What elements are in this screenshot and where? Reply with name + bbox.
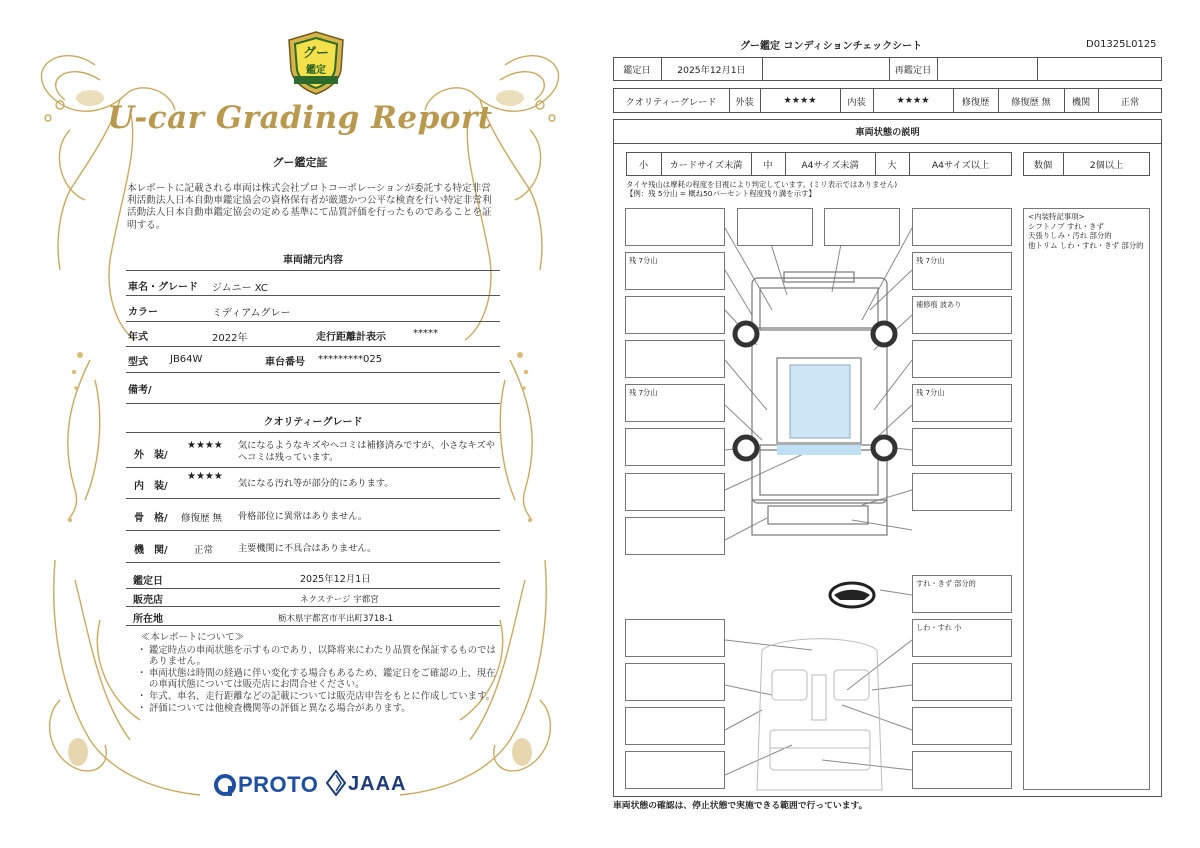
color-label: カラー [128, 307, 158, 318]
divider [126, 530, 500, 531]
interior-label: 内 装/ [134, 481, 168, 492]
jaaa-logo-icon [326, 770, 346, 796]
year-value: 2022年 [212, 333, 248, 344]
divider [126, 372, 500, 373]
engine-value: 正常 [194, 545, 214, 556]
legend-small-value: カードサイズ未満 [669, 160, 743, 171]
interior-box [912, 707, 1012, 745]
engine-value: 正常 [1120, 96, 1140, 108]
mileage-label: 走行距離計表示 [316, 332, 386, 343]
reappraisal-date-label: 再鑑定日 [894, 65, 932, 76]
exterior-box [912, 208, 1012, 246]
tire-example: 【例：残 5分山 = 概ね50パーセント程度残り溝を示す】 [626, 189, 816, 198]
dealer-label: 販売店 [133, 595, 163, 606]
report-title: U-car Grading Report [107, 100, 493, 136]
frame-desc: 骨格部位に異常はありません。 [238, 511, 368, 522]
exterior-box [625, 208, 725, 246]
proto-logo-icon [214, 774, 236, 796]
exterior-box [625, 517, 725, 555]
repair-history-value: 修復歴 無 [1011, 96, 1051, 108]
divider [126, 432, 500, 433]
footer-note: 車両状態の確認は、停止状態で実施できる範囲で行っています。 [613, 801, 868, 811]
note-item: ・ 鑑定時点の車両状態を示すものであり、以降将来にわたり品質を保証するものではありません。 [137, 644, 496, 668]
exterior-desc: 気になるようなキズやヘコミは補修済みですが、小さなキズやヘコミは残っています。 [238, 440, 495, 463]
repair-history-label: 修復歴 [961, 96, 990, 108]
dealer-value: ネクステージ 宇都宮 [300, 595, 379, 605]
appraisal-date-label: 鑑定日 [133, 576, 163, 587]
specs-title: 車両諸元内容 [283, 255, 343, 266]
divider [126, 270, 500, 271]
interior-stars: ★★★★ [896, 95, 930, 106]
exterior-box [625, 473, 725, 511]
badge-text-top: グー [302, 46, 329, 61]
interior-box: しわ・すれ 小 [912, 619, 1012, 657]
car-name-label: 車名・グレード [128, 282, 198, 293]
note-item: ・ 評価については他検査機関等の評価と異なる場合があります。 [137, 702, 411, 714]
frame-label: 骨 格/ [134, 513, 168, 524]
divider [126, 295, 500, 296]
chassis-label: 車台番号 [265, 357, 305, 368]
legend-medium-label: 中 [763, 160, 773, 171]
divider [126, 346, 500, 347]
divider [126, 403, 500, 404]
exterior-box [625, 428, 725, 466]
appraisal-date-label: 鑑定日 [623, 65, 651, 76]
remarks-label: 備考/ [128, 385, 152, 396]
exterior-box [912, 340, 1012, 378]
divider [126, 606, 500, 607]
divider [126, 498, 500, 499]
section-title: 車両状態の説明 [855, 127, 920, 138]
address-value: 栃木県宇都宮市平出町3718-1 [278, 614, 394, 624]
sheet-code: D01325L0125 [1086, 39, 1157, 50]
report-notes [137, 632, 497, 714]
engine-label: 機 関/ [134, 545, 168, 556]
goo-appraisal-badge [285, 30, 347, 96]
exterior-box: 残 7分山 [625, 384, 725, 422]
frame-value: 修復歴 無 [181, 513, 223, 524]
appraisal-date-value: 2025年12月1日 [677, 65, 746, 76]
year-label: 年式 [128, 332, 148, 343]
interior-box [625, 663, 725, 701]
divider [126, 625, 500, 626]
interior-box [625, 619, 725, 657]
note-item: ・ 年式、車名、走行距離などの記載については販売店申告をもとに作成しています。 [137, 690, 495, 702]
divider [126, 321, 500, 322]
steering-box: すれ・きず 部分的 [912, 575, 1012, 613]
chassis-value: *********025 [318, 354, 383, 365]
legend-large-value: A4サイズ以上 [931, 160, 990, 171]
certificate-text: 本レポートに記載される車両は株式会社プロトコーポレーションが委託する特定非営利活動法人日本自動車鑑定協会の資格保有者が厳選かつ公平な検査を行い特定非営利活動法人日本自動車鑑定協会の定める基準にて品質評価を行ったものであることを証明する。 [127, 183, 492, 231]
note-item: ・ 車両状態は時間の経過に伴い変化する場合もあるため、鑑定日をご確認の上、現在の車両状態については販売店にお問合せください。 [137, 667, 496, 691]
interior-box [625, 707, 725, 745]
exterior-box: 補修痕 波あり [912, 296, 1012, 334]
exterior-box: 残 7分山 [912, 384, 1012, 422]
exterior-box [625, 340, 725, 378]
badge-text-bottom: 鑑定 [306, 65, 326, 76]
model-label: 型式 [128, 357, 148, 368]
reappraisal-date-value [937, 57, 1037, 81]
interior-notes-box [1023, 208, 1150, 790]
proto-logo: PROTO [238, 772, 319, 797]
exterior-box [912, 428, 1012, 466]
quality-title: クオリティーグレード [263, 417, 363, 428]
legend-count-value: 2個以上 [1089, 160, 1124, 171]
exterior-box: 残 7分山 [625, 252, 725, 290]
interior-box [912, 751, 1012, 789]
exterior-box [625, 296, 725, 334]
engine-label: 機関 [1071, 96, 1091, 108]
address-label: 所在地 [133, 614, 163, 625]
exterior-stars: ★★★★ [783, 95, 817, 106]
quality-grade-label: クオリティーグレード [625, 96, 717, 108]
interior-notes: <内装特記事項> シフトノブ すれ・きず 天張りしみ・汚れ 部分的 他トリム しわ・すれ・きず 部分的 [1028, 212, 1144, 250]
interior-label: 内装 [847, 96, 866, 108]
divider [126, 562, 500, 563]
model-value: JB64W [170, 354, 203, 365]
mileage-value: ***** [413, 328, 438, 339]
interior-box [625, 751, 725, 789]
legend-count-label: 数個 [1033, 160, 1053, 171]
divider [126, 467, 500, 468]
certificate-title: グー鑑定証 [272, 156, 328, 169]
exterior-label: 外 装/ [134, 450, 168, 461]
notes-title: ≪本レポートについて≫ [141, 632, 244, 643]
engine-desc: 主要機関に不具合はありません。 [238, 543, 377, 554]
interior-box [912, 663, 1012, 701]
color-value: ミディアムグレー [212, 308, 291, 319]
tire-note: タイヤ残山は摩耗の程度を目視により判定しています。(ミリ表示ではありません) [626, 180, 898, 189]
exterior-box [824, 208, 900, 246]
divider [126, 588, 500, 589]
car-name-value: ジムニー XC [212, 283, 268, 294]
interior-stars: ★★★★ [187, 471, 223, 482]
interior-desc: 気になる汚れ等が部分的にあります。 [238, 478, 394, 489]
exterior-box: 残 7分山 [912, 252, 1012, 290]
appraisal-date-value: 2025年12月1日 [300, 574, 371, 585]
exterior-box [912, 473, 1012, 511]
legend-medium-value: A4サイズ未満 [801, 160, 859, 171]
jaaa-logo: JAAA [348, 773, 407, 795]
sheet-title: グー鑑定 コンディションチェックシート [740, 41, 923, 52]
exterior-stars: ★★★★ [187, 440, 223, 451]
legend-large-label: 大 [887, 160, 897, 171]
exterior-label: 外装 [735, 96, 754, 108]
legend-small-label: 小 [638, 160, 649, 171]
exterior-box [737, 208, 813, 246]
